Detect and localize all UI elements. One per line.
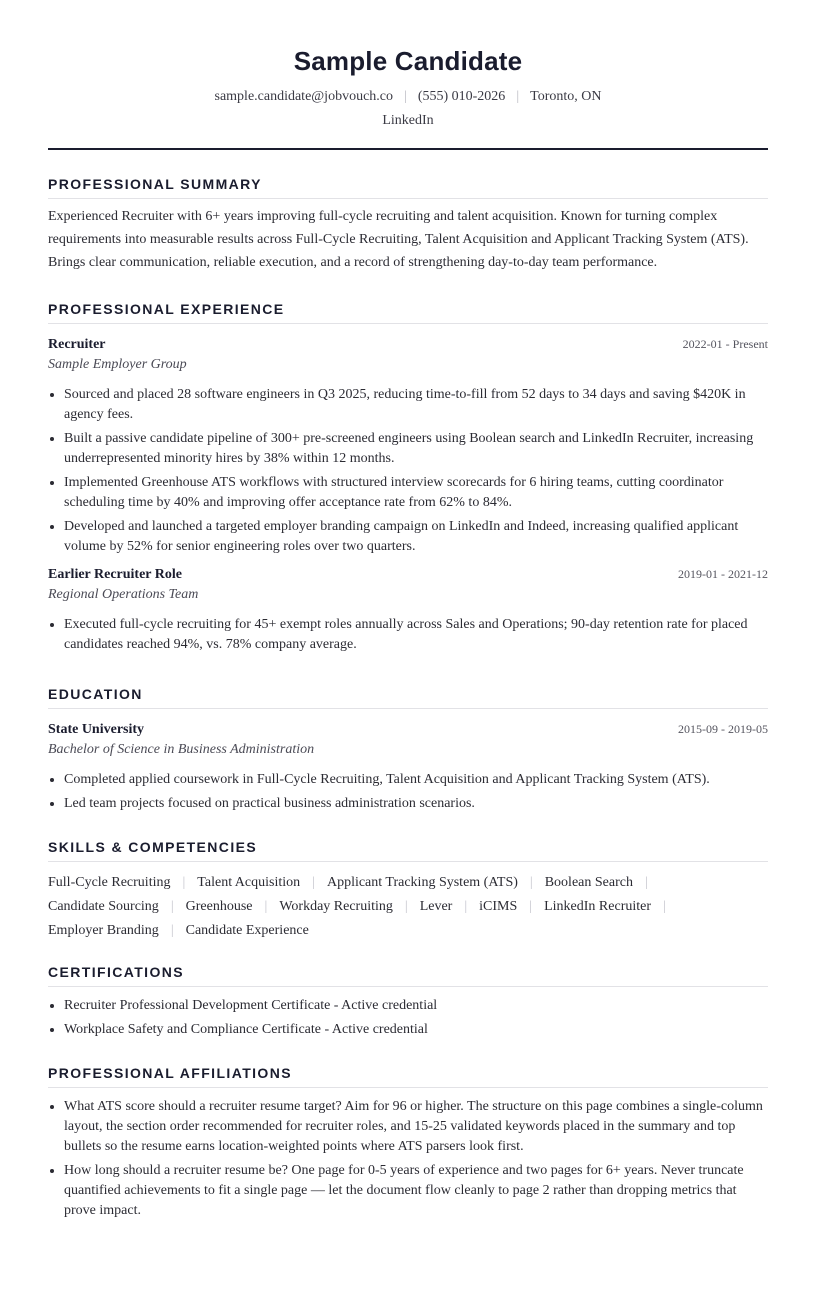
bullet-item: • Completed applied coursework in Full-Cycle Recruiting, Talent Acquisition and Applicant Tracking System (ATS). <box>64 770 768 790</box>
skill-item: Candidate Experience <box>185 923 309 938</box>
location: Toronto, ON <box>530 89 602 104</box>
contact-separator: | <box>404 89 407 104</box>
job-company: Sample Employer Group <box>48 357 187 372</box>
section-heading: PROFESSIONAL EXPERIENCE <box>48 301 768 324</box>
certification-item: • Workplace Safety and Compliance Certificate - Active credential <box>64 1020 768 1040</box>
school-name: State University <box>48 722 145 737</box>
skill-item: Boolean Search <box>544 875 633 890</box>
section-heading: EDUCATION <box>48 686 768 709</box>
skill-separator: | <box>464 899 468 914</box>
skill-separator: | <box>312 875 315 890</box>
job-title: Recruiter <box>48 337 106 352</box>
affiliations-section <box>48 1065 768 1225</box>
certification-list <box>48 996 768 1040</box>
section-heading: PROFESSIONAL SUMMARY <box>48 176 768 199</box>
education-dates: 2015-09 - 2019-05 <box>678 722 768 736</box>
section-heading: CERTIFICATIONS <box>48 964 768 987</box>
skill-item: Applicant Tracking System (ATS) <box>326 875 518 890</box>
contact-separator: | <box>516 89 520 104</box>
skill-item: LinkedIn Recruiter <box>544 899 652 914</box>
job-dates: 2019-01 - 2021-12 <box>678 567 768 581</box>
skill-separator: | <box>170 899 174 914</box>
contact-line-2 <box>48 113 768 129</box>
skill-item: Lever <box>419 899 453 914</box>
skill-item: Full-Cycle Recruiting <box>48 875 171 890</box>
bullet-item: • Sourced and placed 28 software engineers in Q3 2025, reducing time-to-fill from 52 days to 34 days and saving $420K in agency fees. <box>64 385 768 425</box>
education-section <box>48 686 768 818</box>
certification-item: • Recruiter Professional Development Certificate - Active credential <box>64 996 768 1016</box>
skill-separator: | <box>264 899 268 914</box>
skill-separator: | <box>663 899 666 914</box>
bullet-item: • Developed and launched a targeted employer branding campaign on LinkedIn and Indeed, increasing qualified applicant volume by 52% for senior engineering roles over two quarters. <box>64 517 768 557</box>
affiliation-item: • What ATS score should a recruiter resume target? Aim for 96 or higher. The structure on this page combines a single-column layout, the section order recommended for recruiter roles, and 15-25 validated keywords placed in the summary and top bullets so the resume earns location-weighted points where ATS parsers look first. <box>64 1097 768 1157</box>
bullet-item: • Led team projects focused on practical business administration scenarios. <box>64 794 768 814</box>
job-title: Earlier Recruiter Role <box>48 567 182 582</box>
contact-line <box>48 89 768 105</box>
skills-list <box>48 871 768 943</box>
header-divider <box>48 148 768 150</box>
linkedin-link[interactable]: LinkedIn <box>382 113 434 128</box>
affiliation-list <box>48 1097 768 1221</box>
skill-item: Talent Acquisition <box>197 875 301 890</box>
skill-separator: | <box>529 875 533 890</box>
bullet-item: • Executed full-cycle recruiting for 45+ exempt roles annually across Sales and Operations; 90-day retention rate for placed candidates reached 94%, vs. 78% company average. <box>64 615 768 655</box>
bullet-item: • Implemented Greenhouse ATS workflows with structured interview scorecards for 6 hiring teams, cutting coordinator scheduling time by 40% and improving offer acceptance rate from 62% to 84%. <box>64 473 768 513</box>
education-bullets <box>48 770 768 814</box>
skill-separator: | <box>170 923 174 938</box>
job-entry <box>48 337 768 557</box>
skill-separator: | <box>404 899 408 914</box>
candidate-name: Sample Candidate <box>293 46 523 76</box>
job-company: Regional Operations Team <box>48 587 199 602</box>
bullet-item: • Built a passive candidate pipeline of 300+ pre-screened engineers using Boolean search and LinkedIn Recruiter, increasing underrepresented minority hires by 38% within 12 months. <box>64 429 768 469</box>
job-bullets <box>48 385 768 557</box>
skill-separator: | <box>182 875 186 890</box>
skill-item: Candidate Sourcing <box>48 899 159 914</box>
skill-item: iCIMS <box>479 899 518 914</box>
summary-text: Experienced Recruiter with 6+ years improving full-cycle recruiting and talent acquisition. Known for turning complex requirements into measurable results across Full-Cycle Recruiting, Talent Acquisition and Applicant Tracking System (ATS). Brings clear communication, reliable execution, and a record of strengthening day-to-day team performance. <box>48 209 749 270</box>
email-link[interactable]: sample.candidate@jobvouch.co <box>214 89 393 104</box>
skill-separator: | <box>644 875 648 890</box>
section-heading: SKILLS & COMPETENCIES <box>48 839 768 862</box>
skill-item: Greenhouse <box>185 899 253 914</box>
affiliation-item: • How long should a recruiter resume be? One page for 0-5 years of experience and two pages for 6+ years. Never truncate quantified achievements to fit a single page — let the document flow cleanly to page 2 rather than dropping metrics that prove impact. <box>64 1161 768 1221</box>
phone-number: (555) 010-2026 <box>417 89 506 104</box>
summary-section <box>48 176 768 274</box>
job-dates: 2022-01 - Present <box>682 337 768 351</box>
skill-item: Employer Branding <box>48 923 159 938</box>
skill-item: Workday Recruiting <box>279 899 393 914</box>
job-entry <box>48 567 768 655</box>
skills-section <box>48 839 768 943</box>
job-bullets <box>48 615 768 655</box>
section-heading: PROFESSIONAL AFFILIATIONS <box>48 1065 768 1088</box>
certifications-section <box>48 964 768 1044</box>
experience-section <box>48 301 768 659</box>
degree: Bachelor of Science in Business Administration <box>48 742 315 757</box>
skill-separator: | <box>529 899 533 914</box>
